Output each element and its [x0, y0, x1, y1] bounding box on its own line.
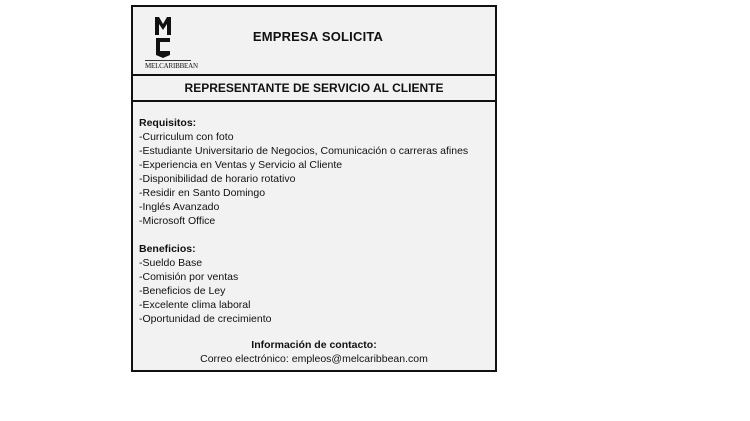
- position-title: REPRESENTANTE DE SERVICIO AL CLIENTE: [133, 74, 495, 102]
- requirement-item: -Curriculum con foto: [139, 131, 234, 143]
- requirement-item: -Microsoft Office: [139, 215, 216, 227]
- logo-wordmark: MELCARIBBEAN: [145, 62, 198, 70]
- benefit-item: -Excelente clima laboral: [139, 299, 251, 311]
- requirement-item: -Estudiante Universitario de Negocios, Comunicación o carreras afines: [139, 145, 469, 157]
- benefit-item: -Sueldo Base: [139, 257, 203, 269]
- benefit-item: -Comisión por ventas: [139, 271, 239, 283]
- company-logo: [145, 13, 198, 71]
- contact-heading: Información de contacto:: [251, 339, 377, 351]
- requirement-item: -Residir en Santo Domingo: [139, 187, 266, 199]
- contact-section: [133, 338, 495, 366]
- flyer-header: [133, 7, 495, 74]
- benefit-item: -Oportunidad de crecimiento: [139, 313, 272, 325]
- requirement-item: -Disponibilidad de horario rotativo: [139, 173, 296, 185]
- benefit-item: -Beneficios de Ley: [139, 285, 226, 297]
- job-flyer: [131, 5, 497, 372]
- contact-email: Correo electrónico: empleos@melcaribbean.com: [200, 353, 428, 365]
- benefits-heading: Beneficios:: [139, 243, 196, 255]
- requirement-item: -Inglés Avanzado: [139, 201, 220, 213]
- requirement-item: -Experiencia en Ventas y Servicio al Cliente: [139, 159, 343, 171]
- flyer-body: [139, 116, 489, 326]
- company-solicits-heading: EMPRESA SOLICITA: [252, 29, 384, 44]
- mc-monogram-icon: [145, 13, 191, 59]
- requirements-heading: Requisitos:: [139, 117, 197, 129]
